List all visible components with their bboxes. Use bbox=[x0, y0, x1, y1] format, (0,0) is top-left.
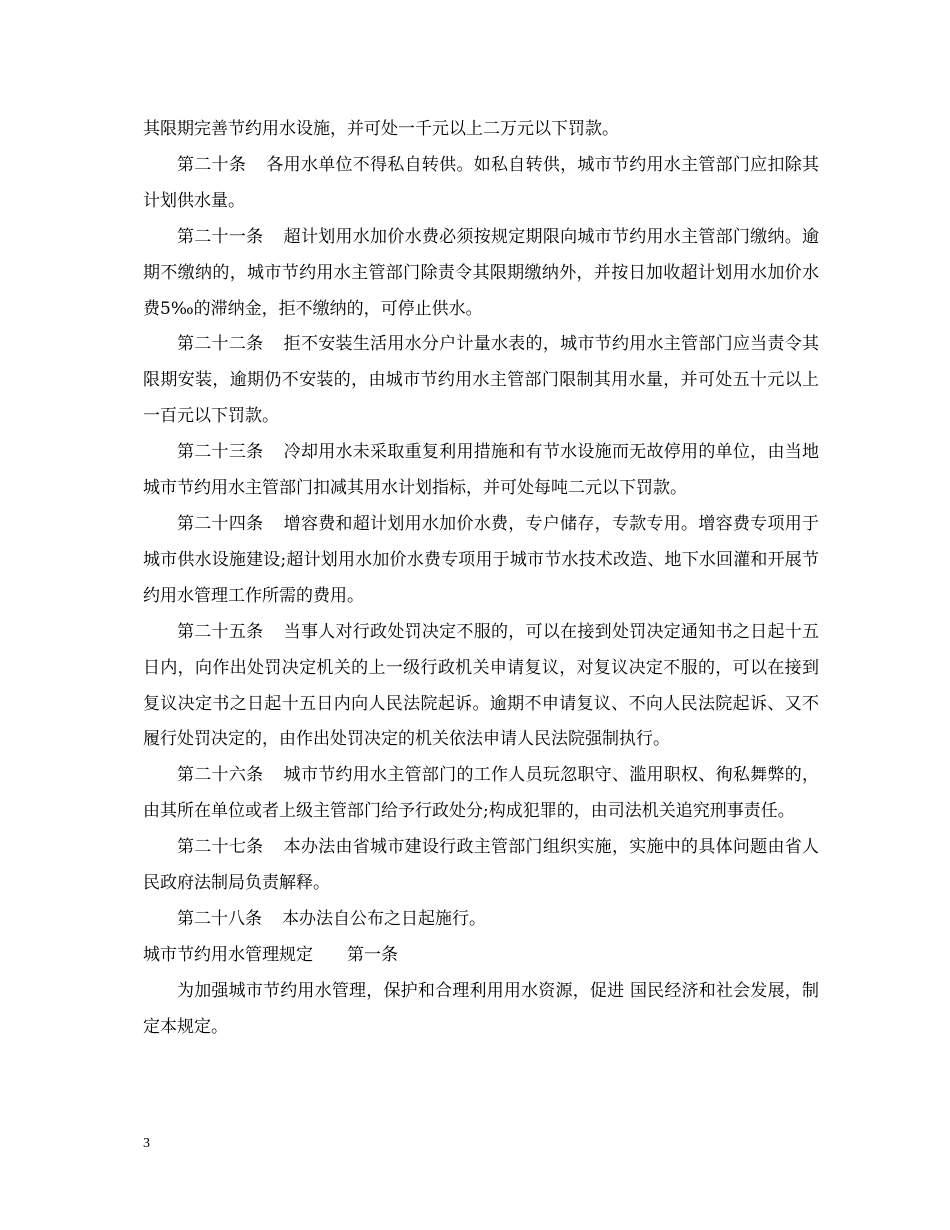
article-number: 第二十八条 bbox=[177, 908, 262, 929]
regulation-heading bbox=[143, 938, 819, 974]
regulation-title: 城市节约用水管理规定 bbox=[143, 944, 313, 965]
article-text: 各用水单位不得私自转供。如私自转供，城市节约用水主管部门应扣除其计划供水量。 bbox=[143, 154, 820, 211]
article-23 bbox=[143, 435, 819, 507]
article-number: 第二十六条 bbox=[177, 765, 264, 786]
document-body bbox=[143, 112, 819, 1046]
paragraph-continuation bbox=[143, 112, 819, 148]
article-number: 第二十五条 bbox=[177, 621, 264, 642]
article-20 bbox=[143, 148, 819, 220]
page-number: 3 bbox=[143, 1136, 150, 1151]
article-26 bbox=[143, 758, 819, 830]
article-number: 第二十四条 bbox=[177, 513, 264, 534]
article-27 bbox=[143, 830, 819, 902]
article-text: 城市节约用水主管部门的工作人员玩忽职守、滥用职权、徇私舞弊的，由其所在单位或者上级主管部门给予行政处分;构成犯罪的，由司法机关追究刑事责任。 bbox=[143, 765, 820, 822]
article-number: 第一条 bbox=[347, 944, 398, 965]
article-number: 第二十一条 bbox=[177, 226, 264, 247]
article-text: 超计划用水加价水费必须按规定期限向城市节约用水主管部门缴纳。逾期不缴纳的，城市节约用水主管部门除责令其限期缴纳外，并按日加收超计划用水加价水费5‰的滞纳金，拒不缴纳的，可停止供水。 bbox=[143, 226, 820, 319]
article-number: 第二十三条 bbox=[177, 442, 264, 463]
article-21 bbox=[143, 220, 819, 328]
article-text: 本办法由省城市建设行政主管部门组织实施，实施中的具体问题由省人民政府法制局负责解释。 bbox=[143, 837, 820, 894]
article-text: 增容费和超计划用水加价水费，专户储存，专款专用。增容费专项用于城市供水设施建设;超计划用水加价水费专项用于城市节水技术改造、地下水回灌和开展节约用水管理工作所需的费用。 bbox=[143, 513, 820, 606]
article-1-text bbox=[143, 974, 819, 1046]
article-text: 冷却用水未采取重复利用措施和有节水设施而无故停用的单位，由当地城市节约用水主管部门扣减其用水计划指标，并可处每吨二元以下罚款。 bbox=[143, 442, 820, 499]
article-24 bbox=[143, 507, 819, 615]
article-number: 第二十条 bbox=[177, 154, 247, 175]
article-number: 第二十七条 bbox=[177, 837, 264, 858]
article-text: 本办法自公布之日起施行。 bbox=[282, 908, 486, 929]
article-number: 第二十二条 bbox=[177, 334, 264, 355]
paragraph-text: 其限期完善节约用水设施，并可处一千元以上二万元以下罚款。 bbox=[143, 119, 619, 139]
article-text: 当事人对行政处罚决定不服的，可以在接到处罚决定通知书之日起十五日内，向作出处罚决定机关的上一级行政机关申请复议，对复议决定不服的，可以在接到复议决定书之日起十五日内向人民法院起诉。逾期不申请复议、不向人民法院起诉、又不履行处罚决定的，由作出处罚决定的机关依法申请人民法院强制执行。 bbox=[143, 621, 820, 750]
article-text: 拒不安装生活用水分户计量水表的，城市节约用水主管部门应当责令其限期安装，逾期仍不安装的，由城市节约用水主管部门限制其用水量，并可处五十元以上一百元以下罚款。 bbox=[143, 334, 820, 427]
article-22 bbox=[143, 327, 819, 435]
article-25 bbox=[143, 615, 819, 759]
article-28 bbox=[143, 902, 819, 938]
paragraph-text: 为加强城市节约用水管理，保护和合理利用用水资源，促进 国民经济和社会发展，制定本规定。 bbox=[143, 980, 819, 1037]
